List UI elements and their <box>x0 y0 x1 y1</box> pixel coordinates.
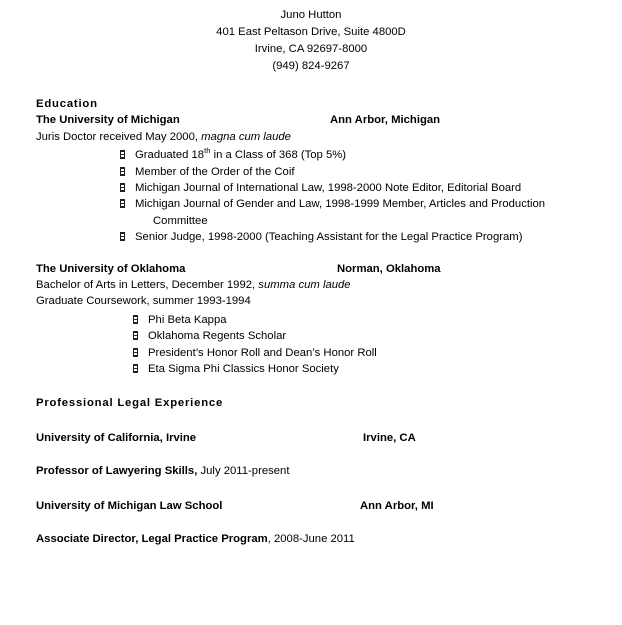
bullet-icon <box>120 150 125 159</box>
bullet-text: Phi Beta Kappa <box>148 313 227 326</box>
degree-text: Bachelor of Arts in Letters, December 1992, <box>36 279 259 292</box>
list-item <box>36 229 586 245</box>
bullet-text: Eta Sigma Phi Classics Honor Society <box>148 363 339 376</box>
role-title: Professor of Lawyering Skills, <box>36 465 198 478</box>
role-dates: July 2011-present <box>197 465 290 478</box>
school-row-uok <box>36 261 586 277</box>
phone-number: (949) 824-9267 <box>272 60 350 72</box>
experience-section-title: Professional Legal Experience <box>36 396 224 409</box>
umich-honors-list <box>36 147 586 245</box>
bullet-icon <box>133 315 138 324</box>
employer-name: University of Michigan Law School <box>36 499 223 512</box>
person-name: Juno Hutton <box>280 9 342 21</box>
bullet-text: Michigan Journal of Gender and Law, 1998-1999 Member, Articles and Production Committee <box>135 198 546 227</box>
bullet-icon <box>120 199 125 208</box>
uok-honors-list <box>36 312 586 378</box>
address-line-1: 401 East Peltason Drive, Suite 4800D <box>216 26 406 38</box>
address-line-2: Irvine, CA 92697-8000 <box>254 43 368 55</box>
bullet-text: Graduated 18 <box>135 149 205 162</box>
degree-line-umich <box>36 129 586 145</box>
list-item <box>36 345 586 361</box>
list-item <box>36 180 586 196</box>
bullet-text: in a Class of 368 (Top 5%) <box>210 149 347 162</box>
bullet-icon <box>133 348 138 357</box>
employer-row-umls <box>36 498 586 514</box>
education-section-title: Education <box>36 98 98 110</box>
role-line-uci <box>36 463 586 479</box>
bullet-icon <box>120 183 125 192</box>
employer-location: Ann Arbor, MI <box>360 499 434 512</box>
list-item <box>36 147 586 163</box>
role-title: Associate Director, Legal Practice Program <box>36 533 268 546</box>
role-dates: , 2008-June 2011 <box>267 533 355 546</box>
employer-row-uci <box>36 430 586 446</box>
list-item <box>36 196 586 229</box>
list-item <box>36 328 586 344</box>
list-item <box>36 361 586 377</box>
ordinal-superscript: th <box>204 146 211 156</box>
degree-honors: summa cum laude <box>258 279 351 292</box>
employer-location: Irvine, CA <box>363 431 416 444</box>
bullet-text: President’s Honor Roll and Dean’s Honor Roll <box>148 346 377 359</box>
school-row-umich <box>36 112 586 128</box>
school-name: The University of Michigan <box>36 114 180 127</box>
role-line-umls <box>36 531 586 547</box>
degree-text: Juris Doctor received May 2000, <box>36 130 202 143</box>
bullet-icon <box>133 364 138 373</box>
bullet-icon <box>133 331 138 340</box>
bullet-text: Member of the Order of the Coif <box>135 165 295 178</box>
bullet-text: Michigan Journal of International Law, 1998-2000 Note Editor, Editorial Board <box>135 182 522 195</box>
employer-name: University of California, Irvine <box>36 431 197 444</box>
degree-line-uok <box>36 277 586 293</box>
list-item <box>36 164 586 180</box>
list-item <box>36 312 586 328</box>
bullet-text: Oklahoma Regents Scholar <box>148 330 287 343</box>
contact-header <box>36 7 586 75</box>
school-name: The University of Oklahoma <box>36 262 186 275</box>
bullet-icon <box>120 167 125 176</box>
bullet-text: Senior Judge, 1998-2000 (Teaching Assistant for the Legal Practice Program) <box>135 231 523 244</box>
graduate-coursework-line: Graduate Coursework, summer 1993-1994 <box>36 295 251 308</box>
school-location: Ann Arbor, Michigan <box>330 114 441 127</box>
bullet-icon <box>120 232 125 241</box>
degree-honors: magna cum laude <box>201 130 291 143</box>
school-location: Norman, Oklahoma <box>337 262 441 275</box>
